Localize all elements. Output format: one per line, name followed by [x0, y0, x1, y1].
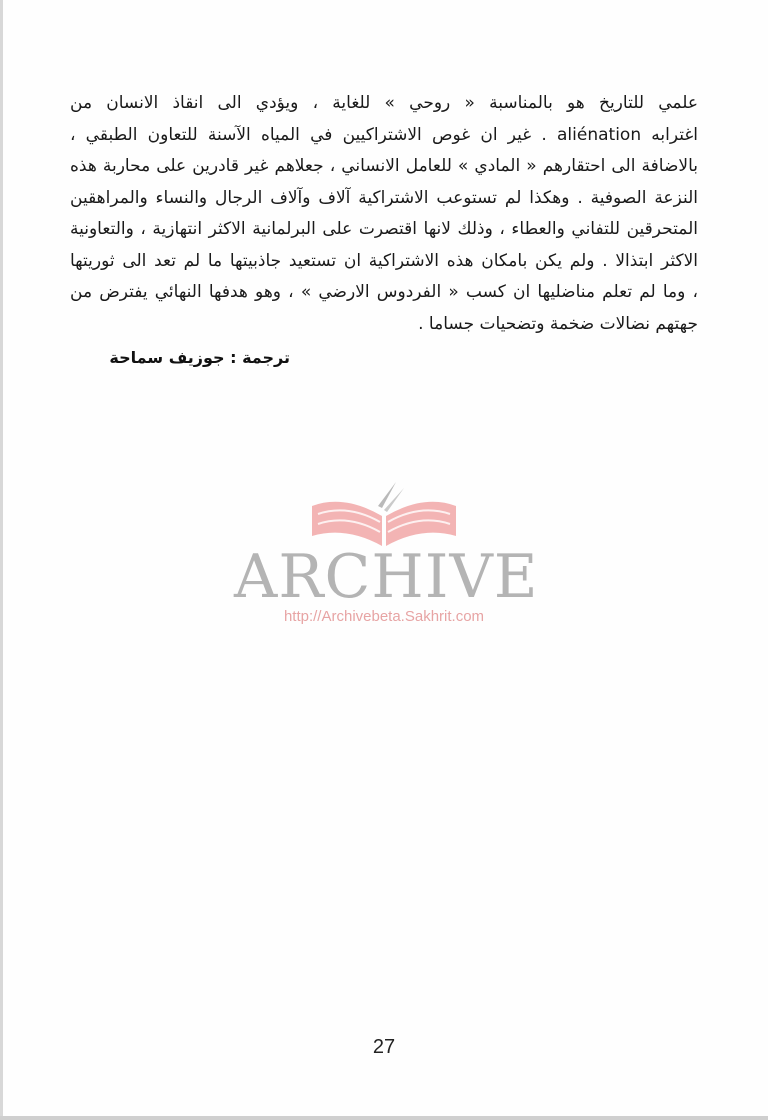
text-line: الاكثر ابتذالا . ولم يكن بامكان هذه الاشتراكية ان تستعيد جاذبيتها ما لم تعد الى ثوريتها — [70, 250, 698, 271]
translator-credit: ترجمة : جوزيف سماحة — [109, 348, 290, 367]
scan-edge — [0, 0, 3, 1120]
text-line: النزعة الصوفية . وهكذا لم تستوعب الاشتراكية آلاف وآلاف الرجال والنساء والمراهقين — [70, 187, 698, 208]
text-line: ، وما لم تعلم مناضليها ان كسب « الفردوس الارضي » ، وهو هدفها النهائي يفترض من — [70, 282, 698, 302]
archive-watermark — [234, 476, 539, 636]
text-line: جهتهم نضالات ضخمة وتضحيات جساما . — [418, 313, 698, 334]
text-line: علمي للتاريخ هو بالمناسبة « روحي » للغاية ، ويؤدي الى انقاذ الانسان من — [70, 93, 698, 113]
watermark-title: ARCHIVE — [234, 542, 539, 612]
text-line: اغترابه aliénation . غير ان غوص الاشتراكيين في المياه الآسنة للتعاون الطبقي ، — [70, 124, 698, 145]
page-number: 27 — [372, 1036, 396, 1058]
text-line: بالاضافة الى احتقارهم « المادي » للعامل الانساني ، جعلاهم غير قادرين على محاربة هذه — [70, 156, 698, 176]
scan-edge — [0, 1116, 768, 1120]
body-text — [70, 88, 698, 340]
watermark-url: http://Archivebeta.Sakhrit.com — [283, 608, 485, 625]
open-book-icon — [304, 476, 464, 546]
text-line: المتحرقين للتفاني والعطاء ، وذلك لانها اقتصرت على البرلمانية الاكثر انتهازية ، والتعاونية — [70, 219, 698, 239]
